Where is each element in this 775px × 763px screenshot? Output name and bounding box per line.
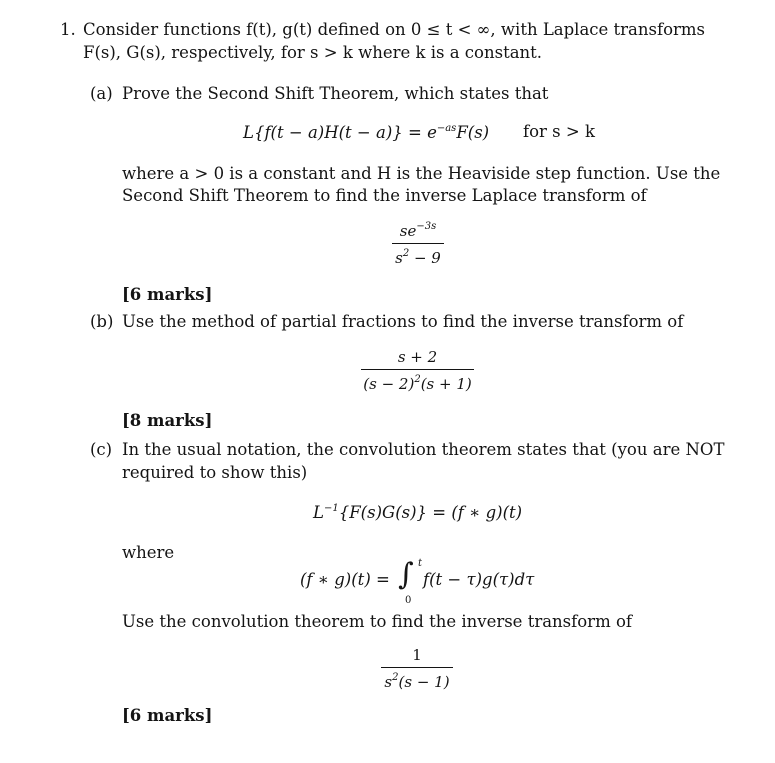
part-b-frac-den-exp: 2 <box>414 374 421 385</box>
part-c-formula-a-exp: −1 <box>323 503 339 514</box>
part-b-label: (b) <box>90 312 114 331</box>
part-c-int-lower: 0 <box>405 595 412 606</box>
part-b-frac-num: s + 2 <box>397 348 438 366</box>
part-c-convolution-theorem <box>313 504 522 522</box>
part-b-text1: Use the method of partial fractions to find the inverse transform of <box>122 312 684 331</box>
part-a-formula-condition: for s > k <box>523 122 595 141</box>
part-a-formula-lhs: L{f(t − a)H(t − a)} = e <box>243 123 437 142</box>
part-a-formula <box>243 124 489 142</box>
part-c-formula-a-rest: {F(s)G(s)} = (f ∗ g)(t) <box>338 503 523 522</box>
part-c-fraction <box>381 648 453 690</box>
part-b-marks: [8 marks] <box>122 411 213 430</box>
part-c-label: (c) <box>90 440 113 459</box>
part-a-fraction <box>392 222 444 266</box>
part-c-conv-lhs: (f ∗ g)(t) = <box>300 570 390 589</box>
question-intro-line1: Consider functions f(t), g(t) defined on 0 ≤ t < ∞, with Laplace transforms <box>83 20 706 39</box>
part-c-text3: Use the convolution theorem to find the inverse transform of <box>122 612 633 631</box>
part-c-text1: In the usual notation, the convolution theorem states that (you are NOT <box>122 440 725 459</box>
integral-sign-icon: ∫ <box>398 557 414 592</box>
part-b-fraction <box>361 350 474 392</box>
part-c-where: where <box>122 543 175 562</box>
part-c-int-upper: t <box>418 558 423 569</box>
part-c-frac-num: 1 <box>412 646 422 664</box>
part-b-frac-den-a: (s − 2) <box>363 375 415 393</box>
part-c-conv-integrand: f(t − τ)g(τ)dτ <box>423 570 535 589</box>
part-a-formula-rhs: F(s) <box>456 123 490 142</box>
part-a-formula-exp: −as <box>436 123 457 134</box>
part-b-frac-den-b: (s + 1) <box>420 375 472 393</box>
part-c-text2: required to show this) <box>122 463 308 482</box>
part-c-frac-den-rest: (s − 1) <box>398 673 450 691</box>
part-a-frac-den-base: s <box>395 249 403 267</box>
question-intro-line2: F(s), G(s), respectively, for s > k where k is a constant. <box>83 43 543 62</box>
part-a-marks: [6 marks] <box>122 285 213 304</box>
part-a-text1: Prove the Second Shift Theorem, which states that <box>122 84 549 103</box>
part-a-frac-num-exp: −3s <box>416 221 437 232</box>
part-a-frac-den-rest: − 9 <box>409 249 441 267</box>
part-c-frac-den-base: s <box>384 673 393 691</box>
part-a-label: (a) <box>90 84 113 103</box>
part-c-frac-den-exp: 2 <box>392 672 399 683</box>
part-c-formula-a: L <box>313 503 324 522</box>
question-number: 1. <box>60 20 76 39</box>
part-a-text3: Second Shift Theorem to find the inverse Laplace transform of <box>122 186 647 205</box>
part-c-marks: [6 marks] <box>122 706 213 725</box>
part-a-frac-den-exp: 2 <box>402 248 410 259</box>
part-a-text2: where a > 0 is a constant and H is the Heaviside step function. Use the <box>122 164 721 183</box>
part-a-frac-num-base: se <box>399 222 417 240</box>
